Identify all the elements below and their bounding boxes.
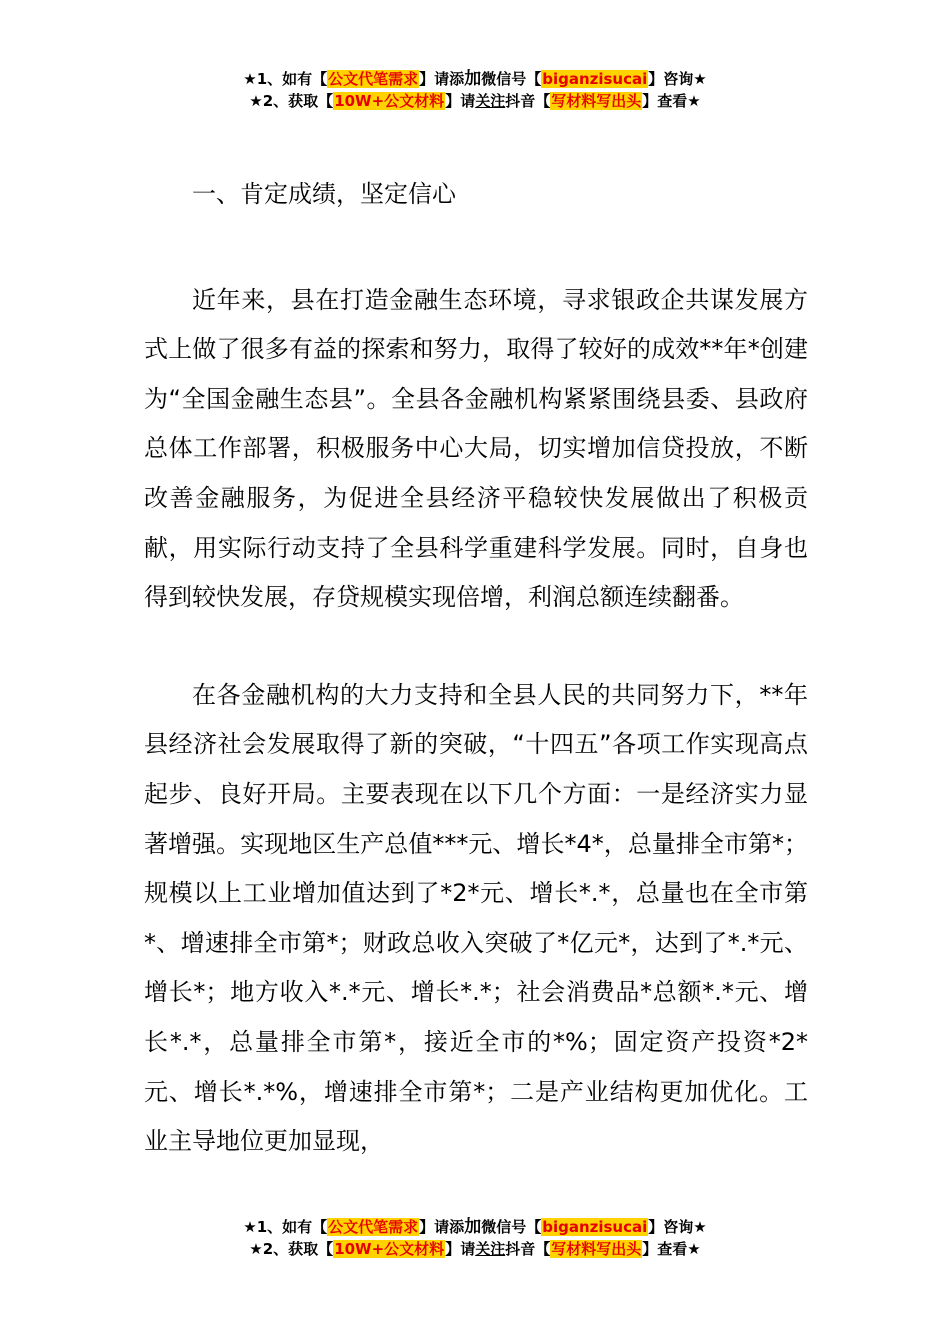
banner-text: 微信号【	[481, 70, 542, 88]
banner-highlight: 10W+公文材料	[334, 1240, 445, 1258]
banner-text: 】咨询★	[648, 70, 707, 88]
banner-text: 】请添	[419, 70, 465, 88]
banner-highlight: biganzisucai	[542, 70, 648, 88]
banner-highlight: biganzisucai	[542, 1218, 648, 1236]
banner-text: 抖音【	[505, 1240, 551, 1258]
banner-text: ★1、如有【	[243, 70, 328, 88]
banner-text: 抖音【	[505, 92, 551, 110]
header-banner-line-2	[0, 90, 950, 112]
paragraph-2: 在各金融机构的大力支持和全县人民的共同努力下，**年县经济社会发展取得了新的突破，“十四五”各项工作实现高点起步、良好开局。主要表现在以下几个方面：一是经济实力显著增强。实现地区生产总值***元、增长*4*，总量排全市第*；规模以上工业增加值达到了*2*元、增长*.*，总量也在全市第*、增速排全市第*；财政总收入突破了*亿元*，达到了*.*元、增长*；地方收入*.*元、增长*.*；社会消费品*总额*.*元、增长*.*，总量排全市第*，接近全市的*%；固定资产投资*2*元、增长*.*%，增速排全市第*；二是产业结构更加优化。工业主导地位更加显现，	[144, 680, 808, 1156]
banner-emphasis: 加	[464, 1217, 482, 1237]
banner-text: 微信号【	[481, 1218, 542, 1236]
document-body	[144, 170, 808, 1167]
banner-highlight: 写材料写出头	[551, 1240, 642, 1258]
banner-emphasis: 关注	[475, 92, 506, 110]
banner-highlight: 写材料写出头	[551, 92, 642, 110]
footer-banner-line-2	[0, 1238, 950, 1260]
banner-emphasis: 加	[464, 69, 482, 89]
banner-highlight: 10W+公文材料	[334, 92, 445, 110]
banner-text: ★2、获取【	[249, 1240, 334, 1258]
header-banner-line-1	[0, 68, 950, 90]
banner-text: ★2、获取【	[249, 92, 334, 110]
banner-highlight: 公文代笔需求	[328, 1218, 419, 1236]
header-banner	[0, 68, 950, 112]
banner-text: ★1、如有【	[243, 1218, 328, 1236]
banner-text: 】请添	[419, 1218, 465, 1236]
banner-text: 】查看★	[642, 1240, 701, 1258]
section-heading: 一、肯定成绩，坚定信心	[192, 180, 456, 208]
banner-highlight: 公文代笔需求	[328, 70, 419, 88]
footer-banner-line-1	[0, 1216, 950, 1238]
banner-text: 】查看★	[642, 92, 701, 110]
banner-emphasis: 关注	[475, 1240, 506, 1258]
paragraph-1: 近年来，县在打造金融生态环境，寻求银政企共谋发展方式上做了很多有益的探索和努力，取得了较好的成效**年*创建为“全国金融生态县”。全县各金融机构紧紧围绕县委、县政府总体工作部署，积极服务中心大局，切实增加信贷投放，不断改善金融服务，为促进全县经济平稳较快发展做出了积极贡献，用实际行动支持了全县科学重建科学发展。同时，自身也得到较快发展，存贷规模实现倍增，利润总额连续翻番。	[144, 285, 808, 612]
banner-text: 】请	[445, 1240, 476, 1258]
footer-banner	[0, 1216, 950, 1260]
banner-text: 】请	[445, 92, 476, 110]
banner-text: 】咨询★	[648, 1218, 707, 1236]
